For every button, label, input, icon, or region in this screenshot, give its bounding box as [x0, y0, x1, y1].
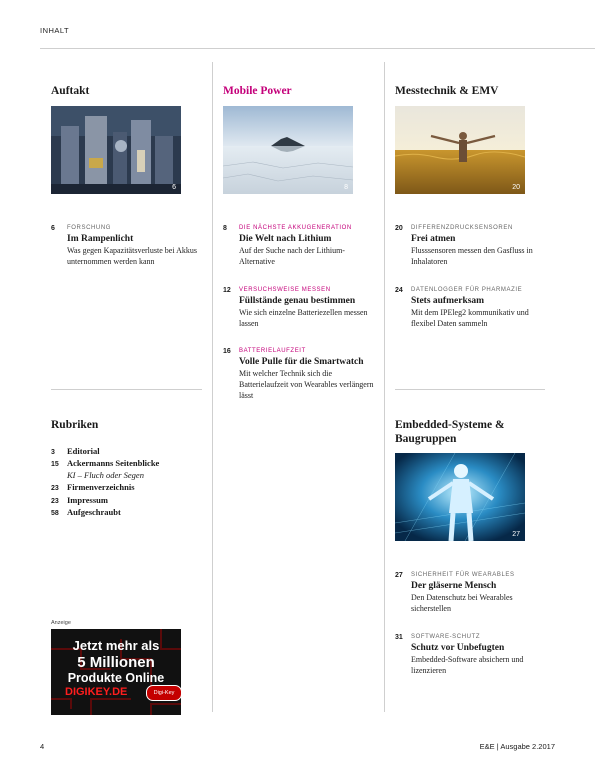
entry-kicker: FORSCHUNG [67, 225, 112, 231]
advertisement[interactable] [51, 629, 181, 715]
entry-title: Stets aufmerksam [411, 296, 485, 306]
entry-kicker: SICHERHEIT FÜR WEARABLES [411, 572, 515, 578]
section-title-rubriken: Rubriken [51, 419, 99, 431]
section-divider-left [51, 389, 202, 390]
entry-description: Mit welcher Technik sich die Batterielaufzeit von Wearables verlängern lässt [239, 369, 374, 400]
entry-page-number: 27 [395, 572, 403, 579]
entry-title: Im Rampenlicht [67, 234, 134, 244]
section-title-messtechnik: Messtechnik & EMV [395, 85, 499, 97]
entry-description: Embedded-Software absichern und lizenzieren [411, 655, 524, 675]
image-page-number: 27 [512, 531, 520, 538]
section-label: INHALT [40, 26, 70, 35]
entry-kicker: SOFTWARE-SCHUTZ [411, 634, 481, 640]
messtechnik-image [395, 106, 525, 194]
footer-page-number: 4 [40, 742, 45, 751]
section-title-embedded [395, 418, 505, 446]
rubrik-title: Aufgeschraubt [67, 507, 121, 517]
entry-title: Volle Pulle für die Smartwatch [239, 357, 364, 367]
toc-entry[interactable] [223, 347, 379, 401]
rubrik-page-number: 23 [51, 498, 59, 505]
entry-kicker: DATENLOGGER FÜR PHARMAZIE [411, 287, 523, 293]
toc-entry[interactable] [223, 286, 379, 329]
toc-entry[interactable] [395, 286, 551, 329]
entry-title: Schutz vor Unbefugten [411, 643, 505, 653]
rubrik-page-number: 3 [51, 449, 55, 456]
entry-description: Den Datenschutz bei Wearables sicherstellen [411, 593, 513, 613]
column-divider-left [212, 62, 213, 712]
entry-title: Füllstände genau bestimmen [239, 296, 356, 306]
toc-entry[interactable] [223, 224, 379, 267]
entry-page-number: 31 [395, 634, 403, 641]
rubrik-title: Ackermanns Seitenblicke [67, 458, 160, 468]
entry-page-number: 16 [223, 348, 231, 355]
entry-title: Der gläserne Mensch [411, 581, 497, 591]
rubrik-title: Firmenverzeichnis [67, 482, 135, 492]
section-title-mobile-power: Mobile Power [223, 85, 292, 97]
entry-page-number: 20 [395, 225, 403, 232]
page-header [40, 0, 595, 49]
toc-entry[interactable] [51, 224, 207, 267]
entry-kicker: VERSUCHSWEISE MESSEN [239, 287, 331, 293]
entry-title: Frei atmen [411, 234, 456, 244]
mobile-power-image [223, 106, 353, 194]
ad-headline-1: Jetzt mehr als [72, 638, 160, 653]
rubrik-title: Impressum [67, 495, 108, 505]
ad-headline-2: 5 Millionen [77, 654, 155, 671]
entry-page-number: 12 [223, 287, 231, 294]
toc-entry[interactable] [395, 633, 551, 676]
image-page-number: 6 [172, 184, 176, 191]
entry-page-number: 8 [223, 225, 227, 232]
image-page-number: 20 [512, 184, 520, 191]
section-title-line: Baugruppen [395, 433, 457, 445]
rubrik-page-number: 23 [51, 485, 59, 492]
entry-page-number: 6 [51, 225, 55, 232]
ad-label: Anzeige [51, 620, 71, 626]
entry-description: Flusssensoren messen den Gasfluss in Inhalatoren [411, 246, 533, 266]
entry-kicker: DIFFERENZDRUCKSENSOREN [411, 225, 513, 231]
rubrik-page-number: 15 [51, 461, 59, 468]
auftakt-image [51, 106, 181, 194]
ad-brand-logo: Digi-Key [146, 685, 181, 701]
entry-kicker: DIE NÄCHSTE AKKUGENERATION [239, 225, 352, 231]
section-divider-right [395, 389, 545, 390]
rubrik-subtitle: KI – Fluch oder Segen [67, 470, 144, 480]
entry-description: Auf der Suche nach der Lithium-Alternative [239, 246, 345, 266]
entry-description: Wie sich einzelne Batteriezellen messen lassen [239, 308, 368, 328]
entry-page-number: 24 [395, 287, 403, 294]
entry-description: Mit dem IPEleg2 kommunikativ und flexibel Daten sammeln [411, 308, 529, 328]
entry-title: Die Welt nach Lithium [239, 234, 332, 244]
ad-brand-url: DIGIKEY.DE [65, 686, 128, 698]
rubrik-page-number: 58 [51, 510, 59, 517]
column-divider-right [384, 62, 385, 712]
toc-entry[interactable] [395, 571, 551, 614]
entry-kicker: BATTERIELAUFZEIT [239, 348, 306, 354]
section-title-auftakt: Auftakt [51, 85, 90, 97]
image-page-number: 8 [344, 184, 348, 191]
rubrik-title: Editorial [67, 446, 100, 456]
embedded-image [395, 453, 525, 541]
toc-entry[interactable] [395, 224, 551, 267]
footer-issue: E&E | Ausgabe 2.2017 [479, 742, 555, 751]
entry-description: Was gegen Kapazitätsverluste bei Akkus unternommen werden kann [67, 246, 197, 266]
ad-headline-3: Produkte Online [67, 671, 165, 685]
section-title-line: Embedded-Systeme & [395, 419, 505, 431]
